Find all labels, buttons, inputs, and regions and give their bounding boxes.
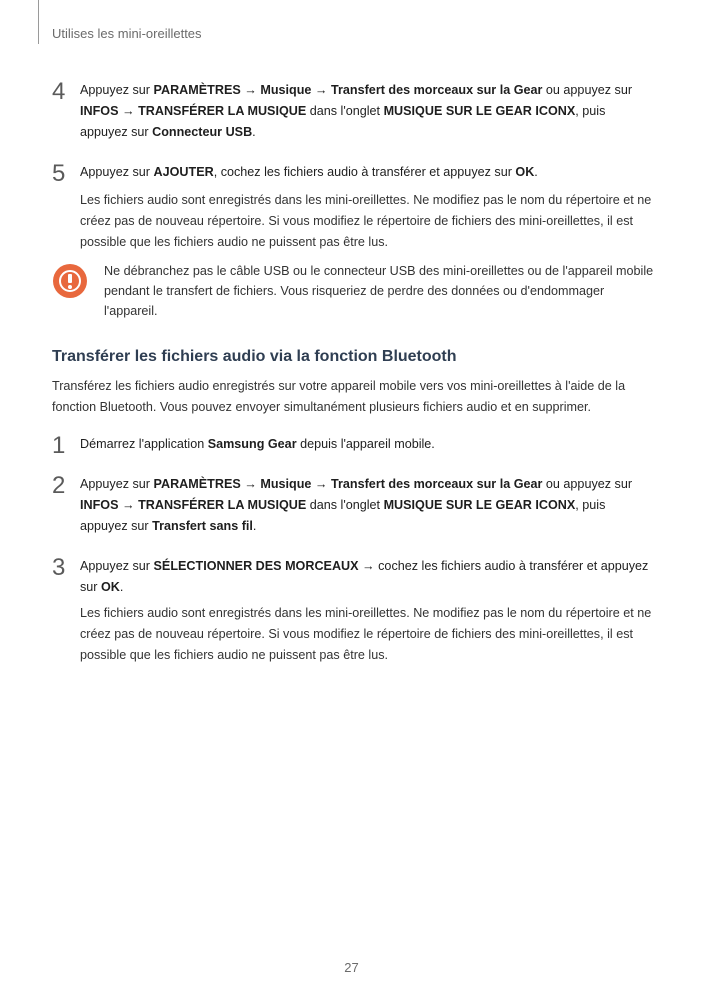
step-number: 5: [52, 160, 66, 187]
step-note: Les fichiers audio sont enregistrés dans les mini-oreillettes. Ne modifiez pas le nom du répertoire et ne créez pas de nouveau répertoire. Si vous modifiez le répertoire de fichiers des mini-oreillettes, il est possible que les fichiers audio ne puissent pas être lus.: [80, 606, 652, 662]
step-note: Les fichiers audio sont enregistrés dans les mini-oreillettes. Ne modifiez pas le nom du répertoire et ne créez pas de nouveau répertoire. Si vous modifiez le répertoire de fichiers des mini-oreillettes, il est possible que les fichiers audio ne puissent pas être lus.: [80, 193, 652, 249]
step-text: Démarrez l'application Samsung Gear depuis l'appareil mobile.: [80, 437, 435, 451]
step-text: Appuyez sur AJOUTER, cochez les fichiers audio à transférer et appuyez sur OK.: [80, 165, 538, 179]
step-text: Appuyez sur PARAMÈTRES → Musique → Transfert des morceaux sur la Gear ou appuyez sur INFOS → TRANSFÉRER LA MUSIQUE dans l'onglet MUSIQUE SUR LE GEAR ICONX, puis appuyez sur Connecteur USB.: [80, 83, 633, 139]
step-number: 4: [52, 78, 66, 105]
warning-icon: [53, 264, 87, 298]
header-rule: [38, 0, 39, 44]
section-title: Transférer les fichiers audio via la fonction Bluetooth: [52, 348, 457, 365]
warning-text: Ne débranchez pas le câble USB ou le connecteur USB des mini-oreillettes ou de l'appareil mobile pendant le transfert de fichiers. Vous risqueriez de perdre des données ou d'endommager l'appareil.: [104, 264, 654, 318]
section-intro: Transférez les fichiers audio enregistrés sur votre appareil mobile vers vos mini-oreillettes à l'aide de la fonction Bluetooth. Vous pouvez envoyer simultanément plusieurs fichiers audio et en supprimer.: [52, 379, 626, 414]
page-header-title: Utilises les mini-oreillettes: [52, 26, 202, 41]
step-text: Appuyez sur SÉLECTIONNER DES MORCEAUX → cochez les fichiers audio à transférer et appuyez sur OK.: [80, 559, 649, 594]
step-number: 2: [52, 472, 66, 499]
step-text: Appuyez sur PARAMÈTRES → Musique → Transfert des morceaux sur la Gear ou appuyez sur INFOS → TRANSFÉRER LA MUSIQUE dans l'onglet MUSIQUE SUR LE GEAR ICONX, puis appuyez sur Transfert sans fil.: [80, 477, 633, 533]
step-number: 1: [52, 432, 66, 459]
step-number: 3: [52, 554, 66, 581]
page-number: 27: [344, 960, 359, 975]
